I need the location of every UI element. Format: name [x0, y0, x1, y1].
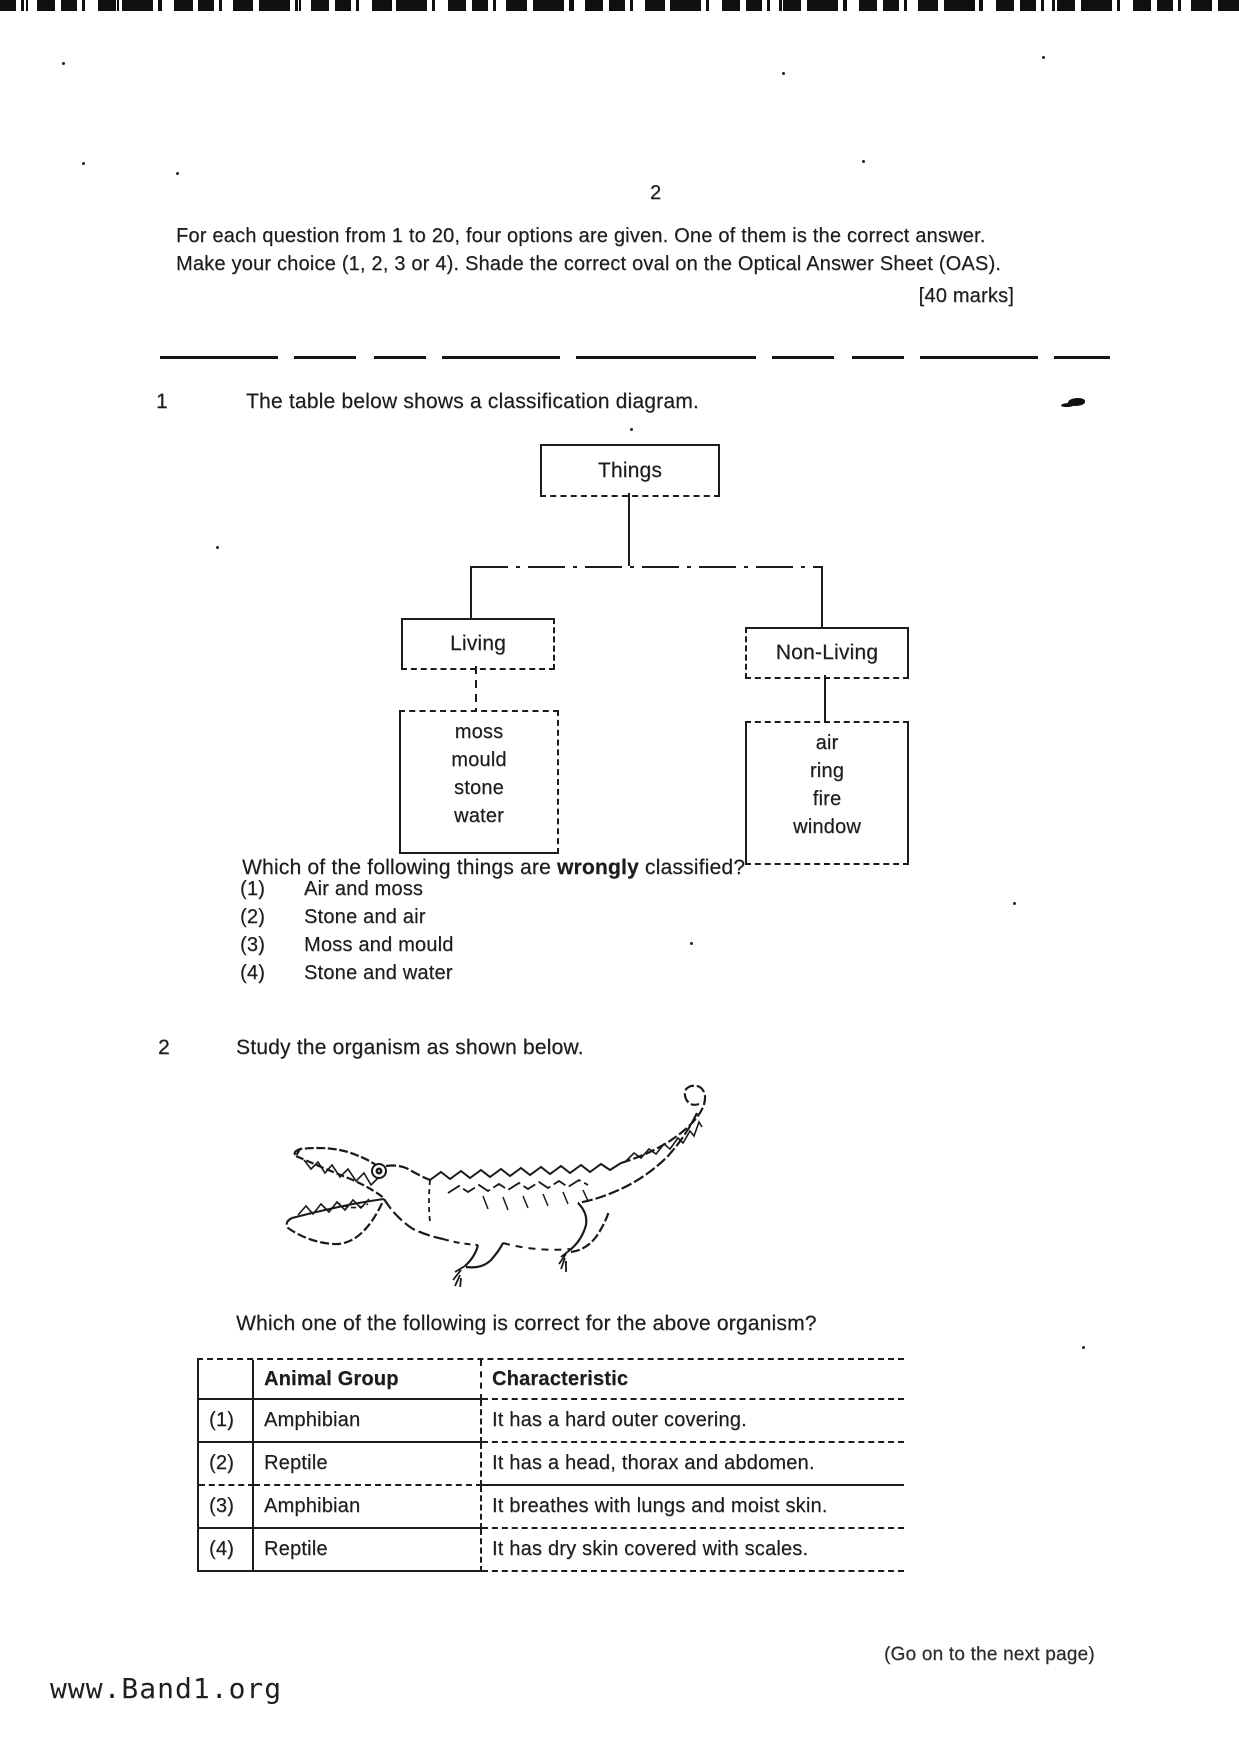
footer-next-page-note: (Go on to the next page): [884, 1644, 1095, 1665]
nonliving-item: ring: [809, 760, 845, 782]
question1-option-2: [240, 906, 426, 934]
option-number: (3): [240, 934, 266, 956]
footer-watermark-url: www.Band1.org: [50, 1672, 283, 1705]
question1-prompt-part1: Which of the following things are: [242, 856, 557, 879]
diagram-box-living-items: [399, 710, 559, 854]
page-number: 2: [650, 182, 662, 204]
living-item: water: [454, 805, 504, 827]
diagram-connector-stem: [628, 493, 630, 566]
diagram-box-nonliving-items: [745, 721, 909, 865]
table-header-characteristic: Characteristic: [482, 1360, 904, 1400]
diagram-label-things: Things: [597, 458, 663, 482]
diagram-connector-branch: [471, 566, 823, 568]
question2-prompt: Which one of the following is correct for the above organism?: [236, 1312, 817, 1335]
row-animal-group: Amphibian: [254, 1486, 482, 1529]
row-number: (4): [199, 1529, 254, 1572]
option-text: Stone and water: [304, 962, 453, 984]
question1-prompt-part2: classified?: [638, 856, 746, 879]
table-row: [199, 1529, 904, 1572]
diagram-connector-left-drop: [470, 566, 472, 620]
living-item: mould: [451, 749, 507, 771]
living-item: moss: [454, 721, 504, 743]
row-characteristic: It breathes with lungs and moist skin.: [482, 1486, 904, 1529]
question1-prompt-bold-word: wrongly: [556, 856, 639, 879]
table-header-blank: [199, 1360, 254, 1400]
question1-option-1: [240, 878, 423, 906]
scan-speck: [690, 942, 693, 945]
nonliving-item: window: [793, 816, 861, 838]
scan-speck: [216, 546, 219, 549]
row-characteristic: It has a head, thorax and abdomen.: [482, 1443, 904, 1486]
row-number: (3): [199, 1486, 254, 1529]
living-item: stone: [454, 777, 504, 799]
option-number: (1): [240, 878, 266, 900]
table-row: [199, 1400, 904, 1443]
row-characteristic: It has a hard outer covering.: [482, 1400, 904, 1443]
row-characteristic: It has dry skin covered with scales.: [482, 1529, 904, 1572]
diagram-connector-nonliving-items: [824, 675, 826, 723]
scan-artifact-strip: [0, 0, 1239, 11]
question2-text: Study the organism as shown below.: [236, 1036, 584, 1059]
scan-speck: [1082, 1346, 1085, 1349]
question1-prompt: [242, 856, 745, 880]
diagram-label-living: Living: [449, 632, 507, 655]
question1-number: 1: [156, 390, 168, 413]
question2-number: 2: [158, 1036, 170, 1059]
scan-speck: [630, 428, 633, 431]
row-animal-group: Reptile: [254, 1443, 482, 1486]
diagram-box-things: [540, 444, 720, 497]
diagram-label-non-living: Non-Living: [775, 641, 879, 664]
nonliving-item: air: [815, 732, 839, 754]
table-header-animal-group: Animal Group: [254, 1360, 482, 1400]
question2-answer-table: [197, 1358, 904, 1572]
instructions-line-1: For each question from 1 to 20, four options are given. One of them is the correct answer.: [176, 225, 986, 247]
table-row: [199, 1486, 904, 1529]
nonliving-item: fire: [812, 788, 842, 810]
instructions-line-2: Make your choice (1, 2, 3 or 4). Shade the correct oval on the Optical Answer Sheet (OAS).: [176, 253, 1002, 275]
table-row: [199, 1443, 904, 1486]
scan-speck: [62, 62, 65, 65]
option-text: Moss and mould: [304, 934, 454, 956]
diagram-box-living: [401, 618, 555, 670]
diagram-connector-right-drop: [821, 566, 823, 629]
option-text: Air and moss: [304, 878, 424, 900]
table-header-row: [199, 1360, 904, 1400]
scan-speck: [862, 160, 865, 163]
question1-option-3: [240, 934, 454, 962]
scan-speck: [1013, 902, 1016, 905]
row-animal-group: Reptile: [254, 1529, 482, 1572]
question1-option-4: [240, 962, 453, 990]
separator-line: [160, 356, 1110, 359]
diagram-connector-living-items: [475, 666, 477, 712]
diagram-box-non-living: [745, 627, 909, 679]
crocodile-illustration: [278, 1072, 733, 1287]
row-animal-group: Amphibian: [254, 1400, 482, 1443]
ink-squiggle-mark: [1068, 398, 1085, 406]
marks-label: [40 marks]: [918, 285, 1014, 307]
option-number: (2): [240, 906, 266, 928]
scan-speck: [1042, 56, 1045, 59]
question1-text: The table below shows a classification diagram.: [246, 390, 699, 413]
row-number: (1): [199, 1400, 254, 1443]
scan-speck: [176, 172, 179, 175]
option-number: (4): [240, 962, 266, 984]
scan-speck: [782, 72, 785, 75]
row-number: (2): [199, 1443, 254, 1486]
scan-speck: [82, 162, 85, 165]
option-text: Stone and air: [304, 906, 426, 928]
